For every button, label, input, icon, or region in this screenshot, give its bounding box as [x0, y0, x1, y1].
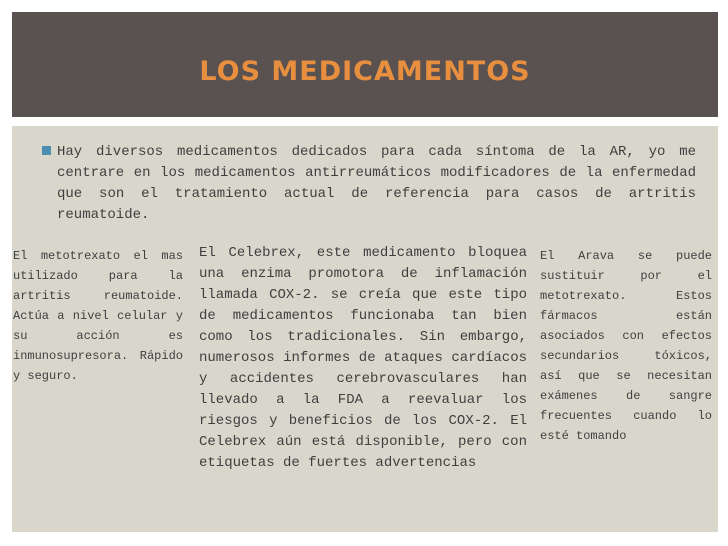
content-panel	[12, 126, 718, 532]
slide-title: LOS MEDICAMENTOS	[199, 56, 531, 87]
square-bullet-icon	[42, 146, 51, 155]
intro-bullet	[42, 142, 696, 226]
column-metotrexato: El metotrexato el mas utilizado para la artritis reumatoide. Actúa a nivel celular y su acción es inmunosupresora. Rápido y seguro.	[13, 249, 183, 383]
column-celebrex: El Celebrex, este medicamento bloquea una enzima promotora de inflamación llamada COX-2. se creía que este tipo de medicamentos funcionaba tan bien como los tradicionales. Sin embargo, numerosos informes de ataques cardíacos y accidentes cerebrovasculares han llevado a la FDA a reevaluar los riesgos y beneficios de los COX-2. El Celebrex aún está disponible, pero con etiquetas de fuertes advertencias	[199, 245, 527, 471]
column-arava: El Arava se puede sustituir por el metotrexato. Estos fármacos están asociados con efectos secundarios tóxicos, así que se necesitan exámenes de sangre frecuentes cuando lo esté tomando	[540, 249, 712, 443]
title-bar	[12, 12, 718, 117]
intro-text: Hay diversos medicamentos dedicados para cada síntoma de la AR, yo me centrare en los medicamentos antirreumáticos modificadores de la enfermedad que son el tratamiento actual de referencia para casos de artritis reumatoide.	[57, 144, 696, 223]
